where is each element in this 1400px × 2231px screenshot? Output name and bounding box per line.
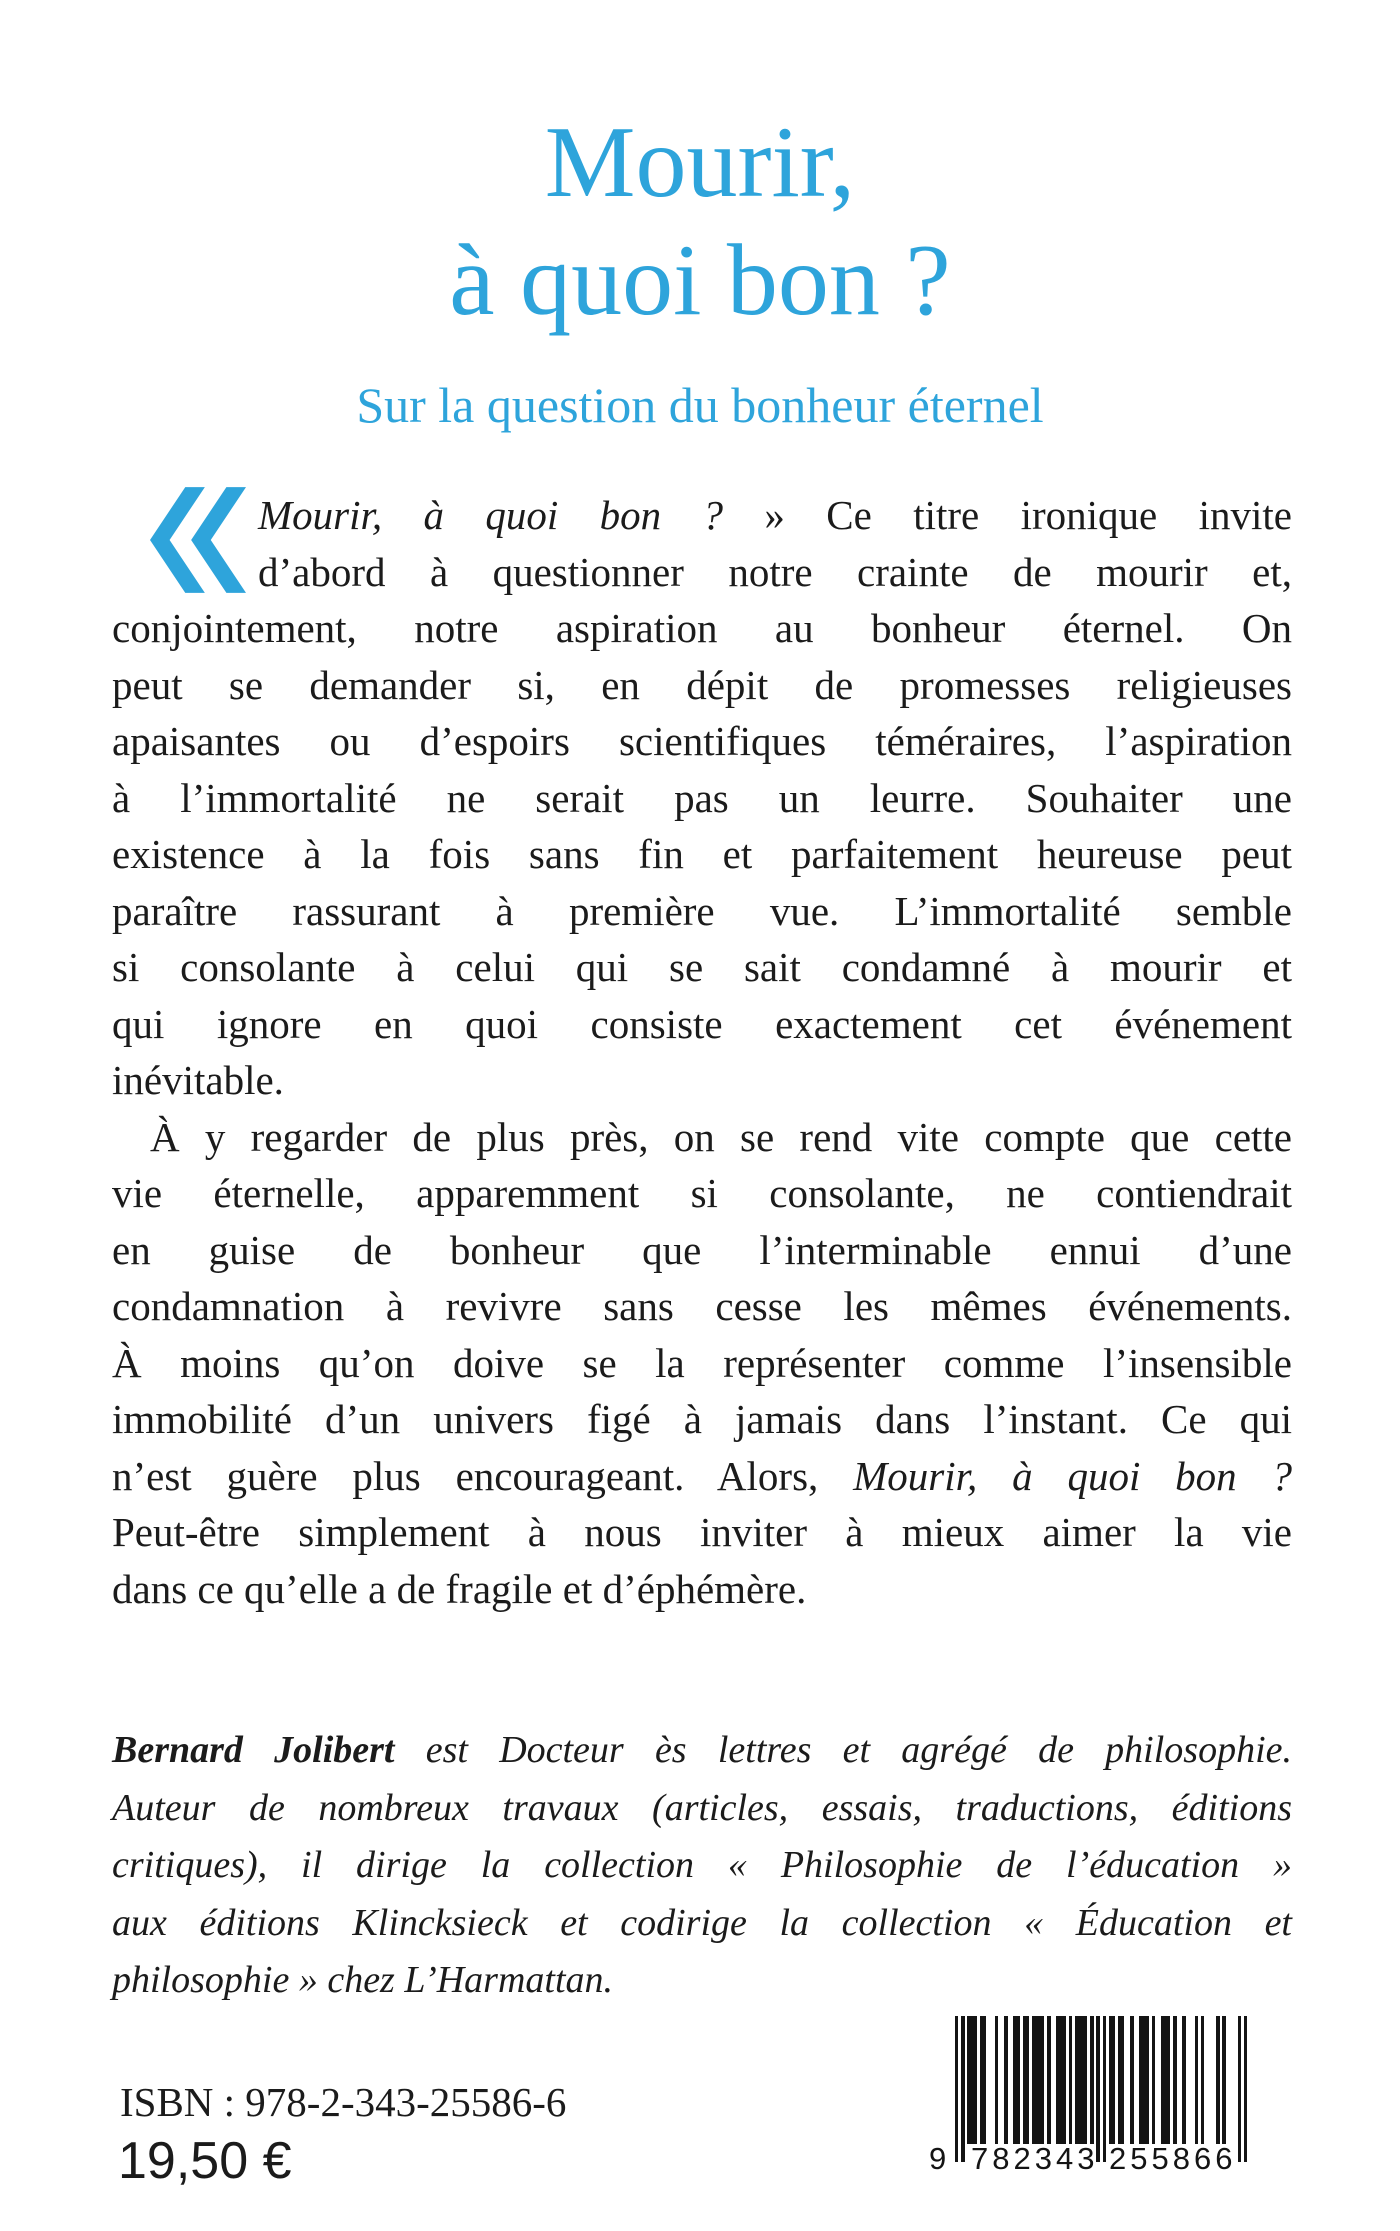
text-line: À moins qu’on doive se la représenter comme l’insensible (112, 1339, 1292, 1386)
barcode-bar (1152, 2016, 1155, 2144)
isbn-text: ISBN : 978-2-343-25586-6 (120, 2079, 567, 2125)
text-line: si consolante à celui qui se sait condamné à mourir et (112, 944, 1292, 990)
barcode-bar (1238, 2016, 1241, 2162)
barcode-digit-group2: 255866 (1109, 2141, 1237, 2176)
text-line: Peut-être simplement à nous inviter à mieux aimer la vie (112, 1509, 1292, 1555)
barcode-bar (955, 2016, 958, 2162)
text-line: existence à la fois sans fin et parfaitement heureuse peut (112, 831, 1292, 877)
text-line: conjointement, notre aspiration au bonheur éternel. On (112, 605, 1292, 651)
text-line: philosophie » chez L’Harmattan. (112, 1959, 614, 2001)
barcode-digit-group1: 782343 (971, 2141, 1099, 2176)
barcode-bar (1195, 2016, 1198, 2144)
barcode-bar (1103, 2016, 1106, 2162)
barcode-bar (1222, 2016, 1225, 2144)
barcode-bar (1069, 2016, 1072, 2144)
text-line: peut se demander si, en dépit de promesses religieuses (112, 661, 1292, 708)
text-line: n’est guère plus encourageant. Alors, Mourir, à quoi bon ? (112, 1452, 1292, 1499)
barcode-bar (1090, 2016, 1093, 2144)
barcode-bar (1041, 2016, 1044, 2144)
text-line: paraître rassurant à première vue. L’immortalité semble (112, 887, 1292, 934)
barcode-bar (1216, 2016, 1219, 2144)
price-text: 19,50 € (118, 2132, 292, 2190)
barcode-bar (961, 2016, 964, 2162)
text-line: inévitable. (112, 1057, 284, 1103)
barcode-bar (1173, 2016, 1176, 2144)
text-line: Mourir, à quoi bon ? » Ce titre ironique invite (258, 492, 1292, 538)
subtitle: Sur la question du bonheur éternel (356, 377, 1044, 433)
barcode-bar (1112, 2016, 1115, 2144)
barcode-bar (995, 2016, 998, 2144)
text-line: à l’immortalité ne serait pas un leurre. Souhaiter une (112, 774, 1292, 821)
barcode-bar (1047, 2016, 1050, 2144)
author-bio (112, 1722, 1292, 2010)
text-line: À y regarder de plus près, on se rend vite compte que cette (150, 1113, 1292, 1160)
barcode-bar (973, 2016, 976, 2144)
barcode-bar (1201, 2016, 1204, 2144)
text-line: immobilité d’un univers figé à jamais dans l’instant. Ce qui (112, 1396, 1292, 1442)
text-line: Auteur de nombreux travaux (articles, essais, traductions, éditions (112, 1786, 1292, 1829)
barcode-bar (983, 2016, 986, 2144)
barcode-bar (1063, 2016, 1066, 2144)
text-line: apaisantes ou d’espoirs scientifiques téméraires, l’aspiration (112, 718, 1292, 764)
text-line: aux éditions Klincksieck et codirige la collection « Éducation et (112, 1901, 1292, 1944)
barcode-bar (1084, 2016, 1087, 2144)
barcode-bar (1004, 2016, 1007, 2144)
barcode-bar (1146, 2016, 1149, 2144)
excerpt-text (112, 487, 1292, 1617)
text-line: qui ignore en quoi consiste exactement cet événement (112, 1000, 1292, 1047)
text-line: critiques), il dirige la collection « Philosophie de l’éducation » (112, 1844, 1292, 1886)
barcode-bar (1121, 2016, 1124, 2144)
barcode-bar (1167, 2016, 1170, 2144)
text-line: vie éternelle, apparemment si consolante, ne contiendrait (112, 1170, 1292, 1216)
text-line: dans ce qu’elle a de fragile et d’éphémère. (112, 1565, 807, 1612)
text-line: d’abord à questionner notre crainte de mourir et, (258, 548, 1292, 595)
title-line-1: Mourir, (544, 106, 856, 219)
barcode-bar (1026, 2016, 1029, 2144)
text-line: condamnation à revivre sans cesse les mêmes événements. (112, 1283, 1292, 1329)
page-title (0, 104, 1400, 340)
barcode (929, 2016, 1247, 2180)
barcode-bar (1016, 2016, 1019, 2144)
barcode-bar (1244, 2016, 1247, 2162)
barcode-bar (1130, 2016, 1133, 2144)
text-line: Bernard Jolibert est Docteur ès lettres et agrégé de philosophie. (112, 1729, 1292, 1771)
barcode-digit-lead: 9 (929, 2141, 947, 2176)
barcode-bar (1182, 2016, 1185, 2144)
text-line: en guise de bonheur que l’interminable ennui d’une (112, 1226, 1292, 1273)
title-line-2: à quoi bon ? (449, 224, 951, 337)
